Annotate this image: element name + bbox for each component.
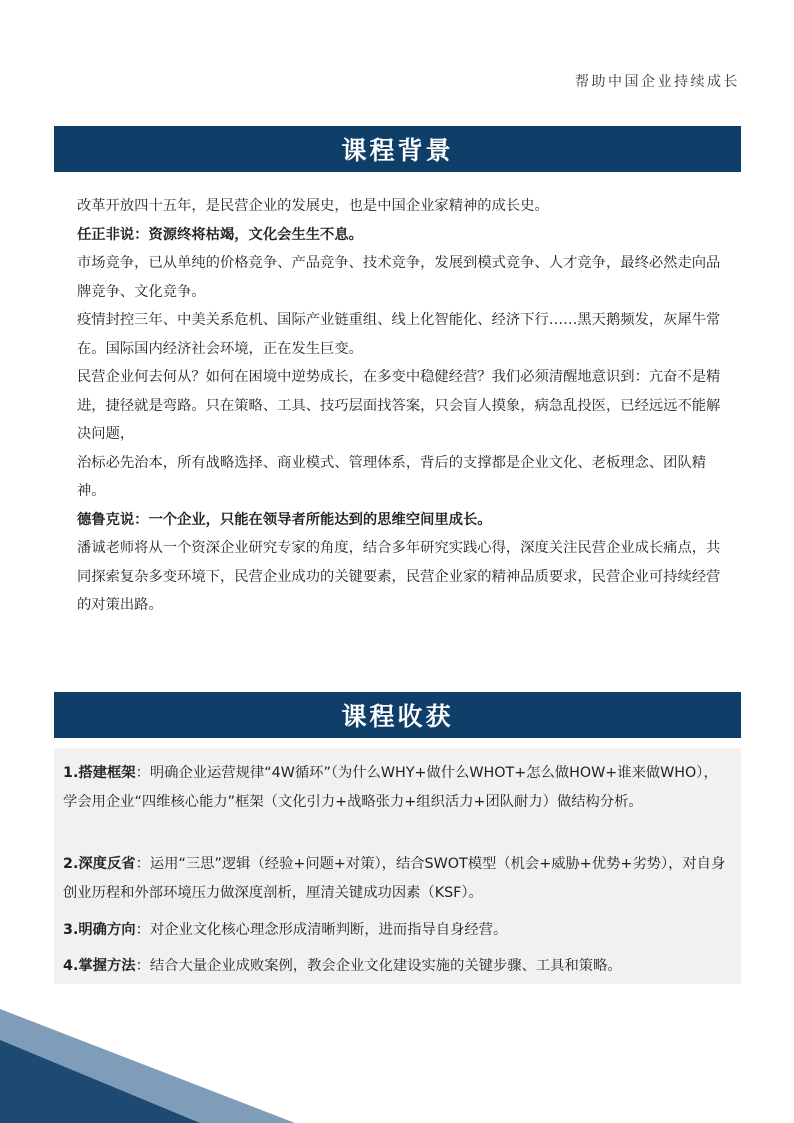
background-paragraph: 潘诚老师将从一个资深企业研究专家的角度，结合多年研究实践心得，深度关注民营企业成长痛点，共同探索复杂多变环境下，民营企业成功的关键要素，民营企业家的精神品质要求，民营企业可持续经营的对策出路。: [77, 540, 721, 613]
gains-box: [54, 748, 741, 984]
gain-item-direction: [63, 916, 731, 945]
background-quote-drucker: 德鲁克说：一个企业，只能在领导者所能达到的思维空间里成长。: [77, 511, 492, 528]
gain-item-method: [63, 952, 731, 981]
gain-item-separator: ：: [135, 958, 150, 974]
background-paragraph: 疫情封控三年、中美关系危机、国际产业链重组、线上化智能化、经济下行……黑天鹅频发，灰犀牛常在。国际国内经济社会环境，正在发生巨变。: [77, 312, 721, 357]
gain-item-framework: [63, 759, 731, 816]
gain-item-separator: ：: [135, 856, 150, 872]
background-quote-ren: 任正非说：资源终将枯竭，文化会生生不息。: [77, 226, 363, 243]
background-paragraph: 治标必先治本，所有战略选择、商业模式、管理体系，背后的支撑都是企业文化、老板理念、团队精神。: [77, 454, 707, 499]
background-body: [77, 192, 727, 620]
decorative-corner-shape: [0, 1000, 794, 1123]
gain-item-lead: 4.掌握方法: [63, 958, 136, 974]
gain-item-text: 对企业文化核心理念形成清晰判断，进而指导自身经营。: [149, 922, 508, 938]
background-paragraph: 民营企业何去何从？如何在困境中逆势成长，在多变中稳健经营？我们必须清醒地意识到：亢奋不是精进，捷径就是弯路。只在策略、工具、技巧层面找答案，只会盲人摸象，病急乱投医，已经远远不能解决问题，: [77, 369, 721, 442]
background-paragraph: 改革开放四十五年，是民营企业的发展史，也是中国企业家精神的成长史。: [77, 198, 549, 214]
gain-item-text: 运用“三思”逻辑（经验+问题+对策），结合SWOT模型（机会+威胁+优势+劣势），对自身创业历程和外部环境压力做深度剖析，厘清关键成功因素（KSF）。: [63, 856, 726, 901]
section-header-background: 课程背景: [54, 126, 741, 172]
gain-item-text: 结合大量企业成败案例，教会企业文化建设实施的关键步骤、工具和策略。: [149, 958, 622, 974]
gain-item-lead: 1.搭建框架: [63, 765, 136, 781]
section-header-gains: 课程收获: [54, 692, 741, 738]
gain-item-separator: ：: [135, 922, 150, 938]
gain-item-lead: 2.深度反省: [63, 856, 136, 872]
background-paragraph: 市场竞争，已从单纯的价格竞争、产品竞争、技术竞争，发展到模式竞争、人才竞争，最终必然走向品牌竞争、文化竞争。: [77, 255, 721, 300]
gain-item-reflection: [63, 850, 731, 907]
gain-item-separator: ：: [135, 765, 150, 781]
gain-item-text: 明确企业运营规律“4W循环”（为什么WHY+做什么WHOT+怎么做HOW+谁来做WHO），学会用企业“四维核心能力”框架（文化引力+战略张力+组织活力+团队耐力）做结构分析。: [63, 765, 718, 810]
tagline: 帮助中国企业持续成长: [575, 74, 740, 90]
gain-item-lead: 3.明确方向: [63, 922, 136, 938]
